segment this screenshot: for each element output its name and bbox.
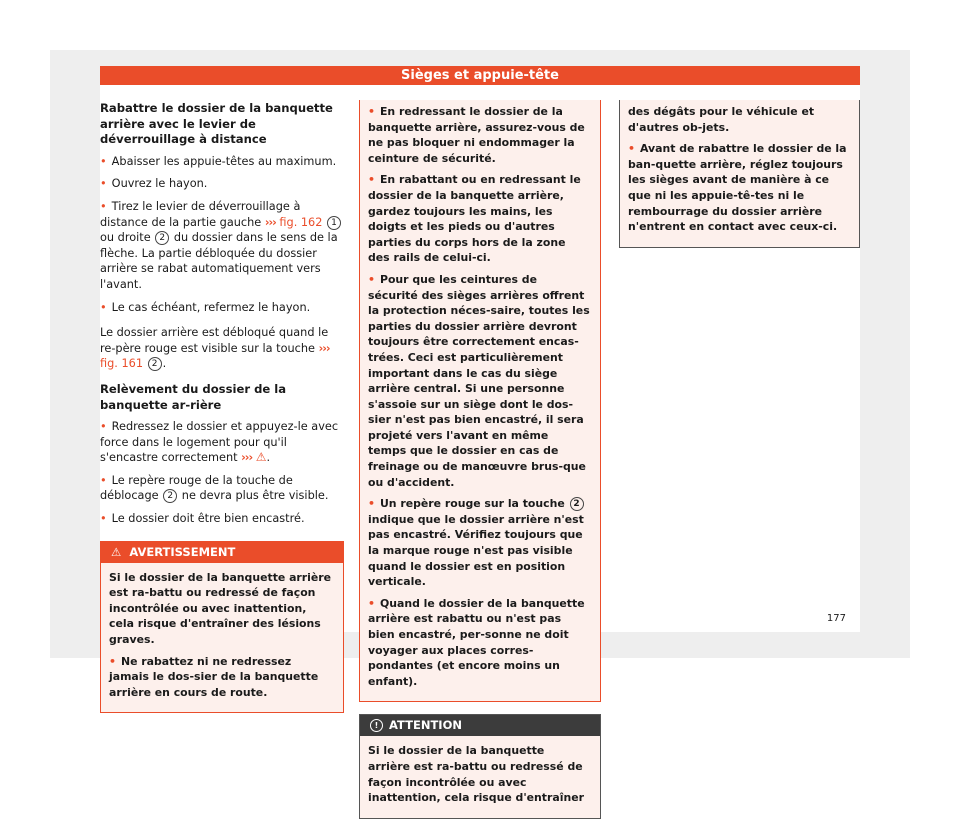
warning-box-continued (359, 100, 601, 702)
section-title: Sièges et appuie-tête (100, 66, 860, 85)
callout-number: 2 (163, 489, 177, 503)
attention-box-continued (619, 100, 860, 248)
page-content (100, 85, 860, 805)
list-item: • Le dossier doit être bien encastré. (100, 511, 344, 527)
warning-box-body (101, 563, 343, 713)
column-1 (100, 101, 344, 713)
attention-box-body (620, 100, 859, 247)
list-item: • Le cas échéant, refermez le hayon. (100, 300, 344, 316)
info-icon: ! (370, 719, 383, 732)
warning-box (100, 541, 344, 714)
callout-number: 1 (327, 216, 341, 230)
warning-icon: ⚠ (255, 450, 267, 465)
callout-number: 2 (155, 231, 169, 245)
callout-number: 2 (570, 497, 584, 511)
warning-box-header: ⚠ AVERTISSEMENT (101, 542, 343, 563)
callout-number: 2 (148, 357, 162, 371)
warning-text: Si le dossier de la banquette arrière est ra-battu ou redressé de façon incontrôlée ou avec inattention, cela risque d'entraîner des lésions graves. (109, 570, 332, 647)
attention-box-body (360, 736, 600, 817)
paragraph: Le dossier arrière est débloqué quand le re-père rouge est visible sur la touche ››› fig. 161 2 . (100, 326, 330, 371)
list-item: • Un repère rouge sur la touche 2 indique que le dossier arrière n'est pas encastré. Vérifiez toujours que la marque rouge n'est pas visible quand le dossier est en position verticale. (368, 496, 590, 590)
column-3 (619, 100, 860, 248)
attention-box (359, 714, 601, 818)
list-item: • Ouvrez le hayon. (100, 176, 344, 192)
figure-link[interactable]: fig. 161 (100, 357, 144, 371)
list-item: • Le repère rouge de la touche de déblocage 2 ne devra plus être visible. (100, 473, 344, 504)
list-item: • Avant de rabattre le dossier de la ban-quette arrière, réglez toujours les sièges avant de manière à ce que ni les appuie-tê-tes ni le rembourrage du dossier arrière n'entrent en contact avec ceux-ci. (628, 141, 849, 235)
warning-icon: ⚠ (111, 544, 122, 559)
list-item: • Abaisser les appuie-têtes au maximum. (100, 154, 344, 170)
warning-box-body (360, 100, 600, 701)
column-2 (359, 100, 601, 819)
attention-text: des dégâts pour le véhicule et d'autres ob-jets. (628, 105, 815, 134)
list-item: • En redressant le dossier de la banquette arrière, assurez-vous de ne pas bloquer ni endommager la ceinture de sécurité. (368, 104, 590, 166)
list-item: • En rabattant ou en redressant le dossier de la banquette arrière, gardez toujours les mains, les doigts et les pieds ou d'autres parties du corps hors de la zone des rails de celui-ci. (368, 172, 590, 266)
list-item: • Redressez le dossier et appuyez-le avec force dans le logement pour qu'il s'encastre correctement ››› ⚠. (100, 419, 344, 466)
heading-raise-backrest: Relèvement du dossier de la banquette ar-rière (100, 381, 287, 412)
list-item: • Tirez le levier de déverrouillage à distance de la partie gauche ››› fig. 162 1 ou droite 2 du dossier dans le sens de la flèche. La partie débloquée du dossier arrière se rabat automatiquement vers l'avant. (100, 199, 344, 293)
list-item: • Pour que les ceintures de sécurité des sièges arrières offrent la protection néces-saire, toutes les parties du dossier arrière devront toujours être correctement encas-trées. Ceci est particulièrement important dans le cas du siège arrière central. Si une personne s'assoie sur un siège dont le dos-sier n'est pas bien encastré, il sera projeté vers l'avant en même temps que le dossier en cas de freinage ou de manœuvre brus-que ou d'accident. (368, 272, 590, 490)
page-number: 177 (826, 613, 846, 624)
list-item: • Ne rabattez ni ne redressez jamais le dos-sier de la banquette arrière en cours de route. (109, 654, 333, 701)
list-item: • Quand le dossier de la banquette arrière est rabattu ou n'est pas bien encastré, per-sonne ne doit voyager aux places corres-pondantes (et encore moins un enfant). (368, 596, 590, 690)
attention-box-header: ! ATTENTION (360, 715, 600, 736)
attention-text: Si le dossier de la banquette arrière est ra-battu ou redressé de façon incontrôlée ou avec inattention, cela risque d'entraîner (368, 744, 584, 805)
heading-fold-backrest: Rabattre le dossier de la banquette arrière avec le levier de déverrouillage à distance (100, 101, 333, 147)
figure-link[interactable]: fig. 162 (279, 215, 323, 229)
